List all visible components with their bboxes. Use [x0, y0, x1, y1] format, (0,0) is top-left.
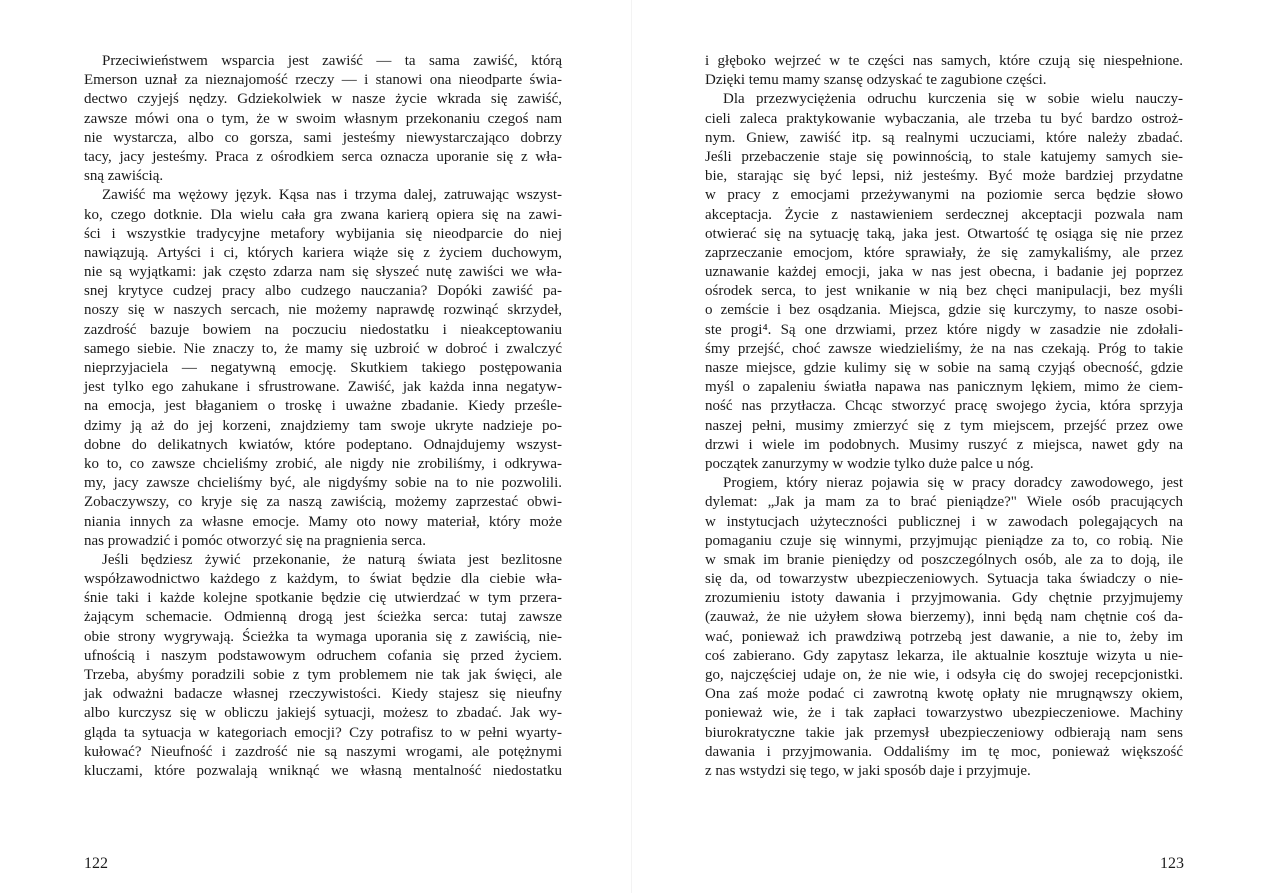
text-line: nawiązują. Artyści i ci, których kariera wiąże się z życiem duchowym,: [84, 244, 562, 261]
text-line: w smak im branie pieniędzy od poszczególnych osób, ale za to doją, ile: [705, 551, 1183, 568]
text-line: nasze miejsce, gdzie kulimy się w sobie na samą czyjąś obecność, gdzie: [705, 360, 1183, 376]
left-page-text: [84, 52, 562, 781]
text-line: snej krytyce cudzej pracy albo cudzego nauczania? Dopóki zawiść pa-: [84, 283, 562, 300]
text-line: Emerson uznał za nieznajomość rzeczy — i stanowi ona nieodparte świa-: [84, 72, 562, 89]
text-line: drzwi i wiele im podobnych. Musimy ruszyć z miejsca, nawet gdy na: [705, 436, 1183, 453]
text-line: pomaganiu czuje się winnymi, przyjmując pieniądze za to, co robią. Nie: [705, 532, 1183, 549]
text-line: go, najczęściej udaje on, że nie wie, i odsyła cię do swojej recepcjonistki.: [705, 667, 1183, 683]
text-line: z nas wstydzi się tego, w jaki sposób daje i przyjmuje.: [705, 762, 1031, 779]
text-line: dzimy ją aż do jej korzeni, znajdziemy tam swoje ukryte nadzieje po-: [84, 417, 562, 434]
text-line: dectwo czyjejś nędzy. Gdziekolwiek w nasze życie wkrada się zawiść,: [84, 91, 562, 108]
text-line: tacy, jacy jesteśmy. Praca z ośrodkiem serca oznacza uporanie się z wła-: [84, 148, 562, 165]
text-line: coś zabierano. Gdy zapytasz lekarza, ile aktualnie kosztuje wizyta u nie-: [705, 647, 1183, 664]
text-line: zawsze mówi ona o tym, że w swoim własnym przekonaniu czegoś nam: [84, 110, 562, 127]
text-line: sną zawiścią.: [84, 168, 164, 185]
text-line: kluczami, które pozwalają wniknąć we własną mentalność niedostatku: [84, 762, 562, 779]
text-line: my, jacy zawsze chcieliśmy być, ale nigdyśmy sobie na to nie pozwolili.: [84, 475, 562, 492]
text-line: zazdrość bazuje bowiem na poczuciu niedostatku i nieakceptowaniu: [84, 321, 562, 338]
text-line: cieli zaleca praktykowanie wybaczania, ale trzeba tu być bardzo ostroż-: [705, 110, 1183, 127]
text-line: dobne do delikatnych kwiatów, które podeptano. Odnajdujemy wszyst-: [84, 436, 562, 453]
text-line: Progiem, który nieraz pojawia się w pracy doradcy zawodowego, jest: [723, 475, 1183, 492]
text-line: śnie taki i każde kolejne spotkanie będzie cię utwierdzać w tym przera-: [84, 590, 562, 607]
text-line: nas prowadzić i pomóc otworzyć się na pragnienia serca.: [84, 532, 426, 549]
text-line: wać, ponieważ ich prawdziwą potrzebą jest dawanie, a nie to, żeby im: [705, 628, 1183, 645]
text-line: noszy się w naszych sercach, nie możemy naprawdę rozwinąć skrzydeł,: [84, 302, 562, 319]
text-line: Zobaczywszy, co kryje się za naszą zawiścią, możemy zaprzestać obwi-: [84, 494, 562, 511]
text-line: biurokratyczne takie jak przemysł ubezpieczeniowy odbierają nam sens: [705, 724, 1183, 741]
text-line: ośrodek serca, to jest wnikanie w nią bez chęci manipulacji, bez myśli: [705, 283, 1183, 300]
text-line: nie wystarcza, albo co gorsza, sami jesteśmy niewystarczająco dobrzy: [84, 129, 562, 146]
text-line: śmy przejść, choć zawsze wiedzieliśmy, że na nas czekają. Próg to takie: [705, 340, 1183, 357]
text-line: ste progi⁴. Są one drzwiami, przez które nigdy w zasadzie nie zdołali-: [705, 321, 1183, 338]
text-line: uznawanie każdej emocji, jaka w nas jest obecna, i badanie jej poprzez: [705, 264, 1183, 281]
text-line: zrozumieniu istoty dawania i przyjmowania. Gdy chętnie przyjmujemy: [705, 590, 1183, 607]
text-line: na emocja, jest błaganiem o troskę i uważne zbadanie. Kiedy prześle-: [84, 398, 562, 415]
text-line: akceptacja. Życie z nastawieniem serdecznej akceptacji pozwala nam: [705, 206, 1183, 223]
text-line: ufnością i naszym podstawowym odruchem cofania się przed życiem.: [84, 647, 562, 664]
right-page-number: 123: [1160, 855, 1184, 872]
text-line: samego siebie. Nie znaczy to, że mamy się uzbroić w dobroć i zwalczyć: [84, 340, 562, 357]
text-line: nym. Gniew, zawiść itp. są realnymi uczuciami, które należy zbadać.: [705, 129, 1183, 146]
text-line: ponieważ wie, że i tak zapłaci towarzystwo ubezpieczeniowe. Machiny: [705, 705, 1183, 722]
text-line: nieprzyjaciela — negatywną emocję. Skutkiem takiego postępowania: [84, 360, 562, 376]
text-line: gląda ta sytuacja w kategoriach emocji? Czy potrafisz to w pełni wyarty-: [84, 724, 562, 741]
text-line: nie są wyjątkami: jak często zdarza nam się słyszeć nutę zawiści we wła-: [84, 264, 562, 281]
text-line: ność nas przytłacza. Chcąc stworzyć pracę swojego życia, która sprzyja: [705, 398, 1183, 415]
text-line: o zemście i bez osądzania. Miejsca, gdzie się kurczymy, to nasze osobi-: [705, 302, 1183, 319]
text-line: ko, czego dotknie. Dla wielu cała gra zwana karierą opiera się na zawi-: [84, 206, 562, 223]
text-line: Dla przezwyciężenia odruchu kurczenia się w sobie wielu nauczy-: [723, 91, 1183, 108]
text-line: w pracy z emocjami przeżywanymi na poziomie serca będzie słowo: [705, 187, 1183, 204]
text-line: dylemat: „Jak ja mam za to brać pieniądze?" Wiele osób pracujących: [705, 494, 1183, 511]
text-line: obie strony wygrywają. Ścieżka ta wymaga uporania się z zawiścią, nie-: [84, 628, 562, 645]
text-line: Dzięki temu mamy szansę odzyskać te zagubione części.: [705, 72, 1047, 89]
text-line: początek zanurzymy w wodzie tylko duże palce u nóg.: [705, 455, 1034, 472]
text-line: (zauważ, że nie użyłem słowa bierzemy), inni będą nam chętnie coś da-: [705, 609, 1183, 626]
text-line: jak odważni badacze własnej rzeczywistości. Kiedy stajesz się nieufny: [84, 686, 562, 703]
text-line: niania innych za własne emocje. Mamy oto nowy materiał, który może: [84, 513, 562, 530]
text-line: Ona zaś może podać ci zawrotną kwotę opłaty nie mrugnąwszy okiem,: [705, 686, 1183, 703]
text-line: Trzeba, abyśmy poradzili sobie z tym problemem nie tak jak święci, ale: [84, 667, 562, 683]
text-line: Jeśli przebaczenie staje się powinnością, to stale katujemy samych sie-: [705, 148, 1183, 165]
text-line: jest tylko ego zahukane i sfrustrowane. Zawiść, jak każda inna negatyw-: [84, 379, 562, 396]
text-line: ko to, co zawsze chcieliśmy zrobić, ale nigdy nie zrobiliśmy, i odkrywa-: [84, 455, 562, 472]
book-spine: [631, 0, 632, 893]
text-line: dawania i przyjmowania. Oddaliśmy im tę moc, ponieważ większość: [705, 743, 1183, 760]
text-line: ści i wszystkie tradycyjne metafory wybijania się nieodparcie do niej: [84, 225, 562, 242]
text-line: myśl o zapaleniu światła napawa nas panicznym lękiem, mimo że ciem-: [705, 379, 1183, 396]
text-line: w instytucjach użyteczności publicznej i w zawodach polegających na: [705, 513, 1183, 530]
text-line: albo kurczysz się w obliczu jakiejś sytuacji, możesz to zbadać. Jak wy-: [84, 705, 562, 722]
left-page-number: 122: [84, 855, 108, 872]
right-page-text: [705, 52, 1183, 781]
text-line: zaprzeczanie emocjom, które sprawiały, że się zamykaliśmy, ale przez: [705, 244, 1183, 261]
text-line: Jeśli będziesz żywić przekonanie, że naturą świata jest bezlitosne: [102, 551, 562, 568]
text-line: naszej pełni, musimy zmierzyć się z tym miejscem, przejść przez owe: [705, 417, 1183, 434]
text-line: Zawiść ma wężowy język. Kąsa nas i trzyma dalej, zatruwając wszyst-: [102, 187, 562, 204]
text-line: się da, od towarzystw ubezpieczeniowych. Sytuacja taka świadczy o nie-: [705, 571, 1183, 588]
text-line: żającym schemacie. Odmienną drogą jest ścieżka serca: tutaj zawsze: [84, 609, 562, 626]
text-line: i głęboko wejrzeć w te części nas samych, które czują się niespełnione.: [705, 53, 1183, 69]
text-line: bie, starając się być lepsi, niż jesteśmy. Być może bardziej przydatne: [705, 168, 1183, 185]
text-line: kułować? Nieufność i zazdrość nie są naszymi wrogami, ale potężnymi: [84, 743, 562, 760]
text-line: Przeciwieństwem wsparcia jest zawiść — ta sama zawiść, którą: [102, 53, 562, 69]
text-line: współzawodnictwo każdego z każdym, to świat będzie dla ciebie wła-: [84, 571, 562, 588]
text-line: otwierać się na sytuację taką, jaka jest. Otwartość tę osiąga się nie przez: [705, 225, 1183, 242]
